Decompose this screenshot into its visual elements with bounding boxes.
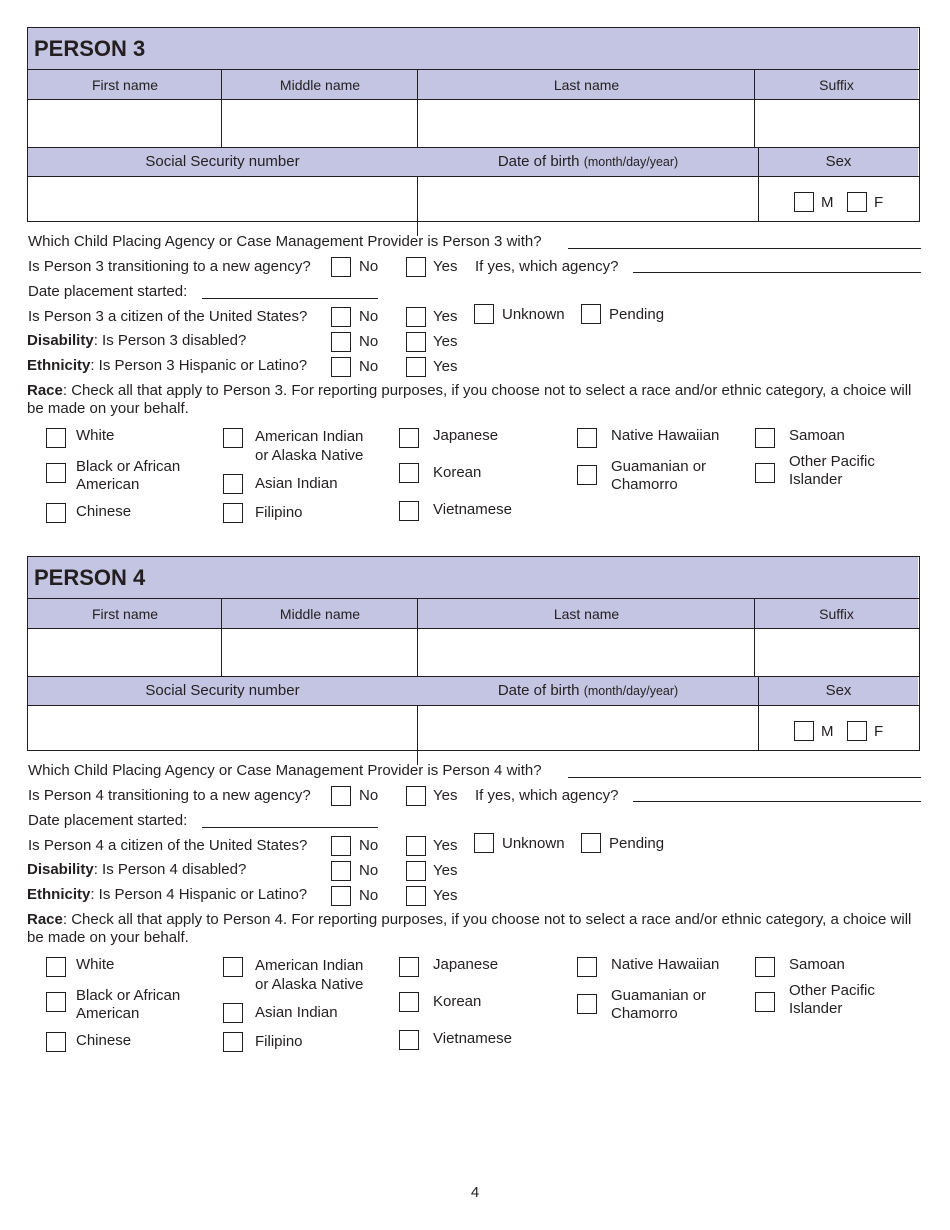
first-name-field[interactable] bbox=[28, 100, 221, 146]
race-chinese-checkbox[interactable] bbox=[46, 503, 66, 523]
agency-input[interactable] bbox=[568, 248, 921, 249]
citizen-no-label: No bbox=[359, 308, 379, 325]
race-black-label: Black or African American bbox=[76, 987, 181, 1022]
disability-yes-checkbox[interactable] bbox=[406, 332, 426, 352]
race-guamanian-checkbox[interactable] bbox=[577, 465, 597, 485]
race-other-pacific-checkbox[interactable] bbox=[755, 463, 775, 483]
race-filipino-checkbox[interactable] bbox=[223, 503, 243, 523]
ssn-label: Social Security number bbox=[145, 153, 300, 170]
citizen-yes-label: Yes bbox=[433, 837, 458, 854]
race-japanese-label: Japanese bbox=[433, 956, 499, 973]
citizen-yes-checkbox[interactable] bbox=[406, 836, 426, 856]
citizen-pending-label: Pending bbox=[609, 306, 665, 323]
new-agency-input[interactable] bbox=[633, 272, 921, 273]
dob-field[interactable] bbox=[418, 177, 758, 221]
dob-label: Date of birth (month/day/year) bbox=[497, 153, 679, 170]
race-guamanian-label: Guamanian or Chamorro bbox=[611, 987, 707, 1022]
citizen-unknown-label: Unknown bbox=[502, 835, 565, 852]
citizen-no-checkbox[interactable] bbox=[331, 836, 351, 856]
disability-question: Disability: Is Person 4 disabled? bbox=[27, 861, 247, 878]
transition-no-label: No bbox=[359, 787, 379, 804]
race-other-pacific-checkbox[interactable] bbox=[755, 992, 775, 1012]
race-chinese-label: Chinese bbox=[76, 503, 132, 520]
person-info-table bbox=[27, 556, 920, 751]
suffix-field[interactable] bbox=[755, 629, 918, 675]
race-white-checkbox[interactable] bbox=[46, 957, 66, 977]
transition-no-checkbox[interactable] bbox=[331, 786, 351, 806]
transition-yes-checkbox[interactable] bbox=[406, 257, 426, 277]
race-white-checkbox[interactable] bbox=[46, 428, 66, 448]
suffix-label: Suffix bbox=[819, 77, 854, 93]
disability-yes-label: Yes bbox=[433, 862, 458, 879]
race-japanese-label: Japanese bbox=[433, 427, 499, 444]
date-placement-input[interactable] bbox=[202, 298, 378, 299]
new-agency-input[interactable] bbox=[633, 801, 921, 802]
disability-no-label: No bbox=[359, 333, 379, 350]
ethnicity-yes-checkbox[interactable] bbox=[406, 886, 426, 906]
disability-no-checkbox[interactable] bbox=[331, 861, 351, 881]
transition-no-label: No bbox=[359, 258, 379, 275]
race-asian-indian-label: Asian Indian bbox=[255, 475, 338, 492]
disability-question: Disability: Is Person 3 disabled? bbox=[27, 332, 247, 349]
race-vietnamese-label: Vietnamese bbox=[433, 1030, 512, 1047]
race-black-checkbox[interactable] bbox=[46, 463, 66, 483]
ssn-field[interactable] bbox=[28, 177, 417, 221]
person-info-table bbox=[27, 27, 920, 222]
race-japanese-checkbox[interactable] bbox=[399, 957, 419, 977]
citizen-pending-label: Pending bbox=[609, 835, 665, 852]
date-placement-label: Date placement started: bbox=[28, 283, 188, 300]
disability-yes-checkbox[interactable] bbox=[406, 861, 426, 881]
race-guamanian-label: Guamanian or Chamorro bbox=[611, 458, 707, 493]
race-american-indian-checkbox[interactable] bbox=[223, 428, 243, 448]
disability-no-checkbox[interactable] bbox=[331, 332, 351, 352]
ethnicity-question: Ethnicity: Is Person 4 Hispanic or Latino? bbox=[27, 886, 308, 903]
sex-label: Sex bbox=[825, 682, 852, 699]
race-korean-checkbox[interactable] bbox=[399, 463, 419, 483]
sex-label: Sex bbox=[825, 153, 852, 170]
race-samoan-checkbox[interactable] bbox=[755, 428, 775, 448]
ethnicity-question: Ethnicity: Is Person 3 Hispanic or Latino? bbox=[27, 357, 308, 374]
citizen-unknown-label: Unknown bbox=[502, 306, 565, 323]
middle-name-label: Middle name bbox=[279, 606, 361, 622]
transition-yes-label: Yes bbox=[433, 787, 458, 804]
race-samoan-label: Samoan bbox=[789, 956, 845, 973]
new-agency-label: If yes, which agency? bbox=[475, 787, 619, 804]
ethnicity-yes-label: Yes bbox=[433, 887, 458, 904]
date-placement-label: Date placement started: bbox=[28, 812, 188, 829]
sex-female-label: F bbox=[874, 723, 884, 740]
ssn-field[interactable] bbox=[28, 706, 417, 750]
ssn-label: Social Security number bbox=[145, 682, 300, 699]
citizen-yes-label: Yes bbox=[433, 308, 458, 325]
race-vietnamese-checkbox[interactable] bbox=[399, 1030, 419, 1050]
last-name-field[interactable] bbox=[418, 629, 754, 675]
citizen-no-label: No bbox=[359, 837, 379, 854]
race-korean-label: Korean bbox=[433, 464, 482, 481]
sex-male-label: M bbox=[821, 723, 834, 740]
last-name-label: Last name bbox=[553, 606, 620, 622]
person-title: PERSON 4 bbox=[34, 565, 146, 590]
suffix-label: Suffix bbox=[819, 606, 854, 622]
transition-question: Is Person 4 transitioning to a new agency? bbox=[28, 787, 311, 804]
race-asian-indian-checkbox[interactable] bbox=[223, 474, 243, 494]
person-header-band bbox=[28, 557, 918, 598]
agency-question: Which Child Placing Agency or Case Management Provider is Person 4 with? bbox=[28, 762, 542, 779]
race-chinese-checkbox[interactable] bbox=[46, 1032, 66, 1052]
race-vietnamese-checkbox[interactable] bbox=[399, 501, 419, 521]
ethnicity-yes-checkbox[interactable] bbox=[406, 357, 426, 377]
first-name-field[interactable] bbox=[28, 629, 221, 675]
race-black-checkbox[interactable] bbox=[46, 992, 66, 1012]
ethnicity-no-checkbox[interactable] bbox=[331, 357, 351, 377]
transition-yes-label: Yes bbox=[433, 258, 458, 275]
agency-question: Which Child Placing Agency or Case Management Provider is Person 3 with? bbox=[28, 233, 542, 250]
person-title: PERSON 3 bbox=[34, 36, 146, 61]
race-american-indian-label: American Indian or Alaska Native bbox=[255, 428, 364, 464]
person-section-3 bbox=[0, 0, 950, 530]
ethnicity-no-checkbox[interactable] bbox=[331, 886, 351, 906]
citizen-unknown-checkbox[interactable] bbox=[474, 304, 494, 324]
race-black-label: Black or African American bbox=[76, 458, 181, 493]
person-section-4 bbox=[0, 529, 950, 1059]
citizen-question: Is Person 4 a citizen of the United States? bbox=[28, 837, 308, 854]
race-white-label: White bbox=[76, 956, 115, 973]
middle-name-label: Middle name bbox=[279, 77, 361, 93]
citizen-yes-checkbox[interactable] bbox=[406, 307, 426, 327]
race-filipino-checkbox[interactable] bbox=[223, 1032, 243, 1052]
race-korean-checkbox[interactable] bbox=[399, 992, 419, 1012]
race-japanese-checkbox[interactable] bbox=[399, 428, 419, 448]
first-name-label: First name bbox=[91, 606, 159, 622]
race-samoan-label: Samoan bbox=[789, 427, 845, 444]
race-asian-indian-checkbox[interactable] bbox=[223, 1003, 243, 1023]
race-korean-label: Korean bbox=[433, 993, 482, 1010]
middle-name-field[interactable] bbox=[222, 100, 417, 146]
transition-yes-checkbox[interactable] bbox=[406, 786, 426, 806]
race-vietnamese-label: Vietnamese bbox=[433, 501, 512, 518]
agency-input[interactable] bbox=[568, 777, 921, 778]
race-white-label: White bbox=[76, 427, 115, 444]
dob-field[interactable] bbox=[418, 706, 758, 750]
race-samoan-checkbox[interactable] bbox=[755, 957, 775, 977]
race-question: Race: Check all that apply to Person 4. For reporting purposes, if you choose not to select a race and/or ethnic category, a choice will be made on your behalf. bbox=[27, 911, 912, 946]
race-filipino-label: Filipino bbox=[255, 1033, 303, 1050]
race-guamanian-checkbox[interactable] bbox=[577, 994, 597, 1014]
citizen-question: Is Person 3 a citizen of the United States? bbox=[28, 308, 308, 325]
page-number: 4 bbox=[470, 1184, 480, 1201]
sex-female-checkbox[interactable] bbox=[847, 721, 867, 741]
race-filipino-label: Filipino bbox=[255, 504, 303, 521]
person-header-band bbox=[28, 28, 918, 69]
new-agency-label: If yes, which agency? bbox=[475, 258, 619, 275]
dob-label: Date of birth (month/day/year) bbox=[497, 682, 679, 699]
sex-female-label: F bbox=[874, 194, 884, 211]
disability-yes-label: Yes bbox=[433, 333, 458, 350]
ethnicity-no-label: No bbox=[359, 887, 379, 904]
citizen-unknown-checkbox[interactable] bbox=[474, 833, 494, 853]
suffix-field[interactable] bbox=[755, 100, 918, 146]
date-placement-input[interactable] bbox=[202, 827, 378, 828]
race-other-pacific-label: Other Pacific Islander bbox=[789, 982, 875, 1017]
citizen-pending-checkbox[interactable] bbox=[581, 833, 601, 853]
last-name-field[interactable] bbox=[418, 100, 754, 146]
race-native-hawaiian-label: Native Hawaiian bbox=[611, 956, 720, 973]
race-american-indian-checkbox[interactable] bbox=[223, 957, 243, 977]
first-name-label: First name bbox=[91, 77, 159, 93]
race-american-indian-label: American Indian or Alaska Native bbox=[255, 957, 364, 993]
race-question: Race: Check all that apply to Person 3. For reporting purposes, if you choose not to select a race and/or ethnic category, a choice will be made on your behalf. bbox=[27, 382, 912, 417]
race-native-hawaiian-checkbox[interactable] bbox=[577, 428, 597, 448]
sex-male-label: M bbox=[821, 194, 834, 211]
disability-no-label: No bbox=[359, 862, 379, 879]
transition-no-checkbox[interactable] bbox=[331, 257, 351, 277]
ethnicity-no-label: No bbox=[359, 358, 379, 375]
transition-question: Is Person 3 transitioning to a new agency? bbox=[28, 258, 311, 275]
sex-male-checkbox[interactable] bbox=[794, 192, 814, 212]
citizen-no-checkbox[interactable] bbox=[331, 307, 351, 327]
race-other-pacific-label: Other Pacific Islander bbox=[789, 453, 875, 488]
middle-name-field[interactable] bbox=[222, 629, 417, 675]
ethnicity-yes-label: Yes bbox=[433, 358, 458, 375]
race-native-hawaiian-label: Native Hawaiian bbox=[611, 427, 720, 444]
last-name-label: Last name bbox=[553, 77, 620, 93]
sex-female-checkbox[interactable] bbox=[847, 192, 867, 212]
race-asian-indian-label: Asian Indian bbox=[255, 1004, 338, 1021]
race-chinese-label: Chinese bbox=[76, 1032, 132, 1049]
sex-male-checkbox[interactable] bbox=[794, 721, 814, 741]
citizen-pending-checkbox[interactable] bbox=[581, 304, 601, 324]
race-native-hawaiian-checkbox[interactable] bbox=[577, 957, 597, 977]
